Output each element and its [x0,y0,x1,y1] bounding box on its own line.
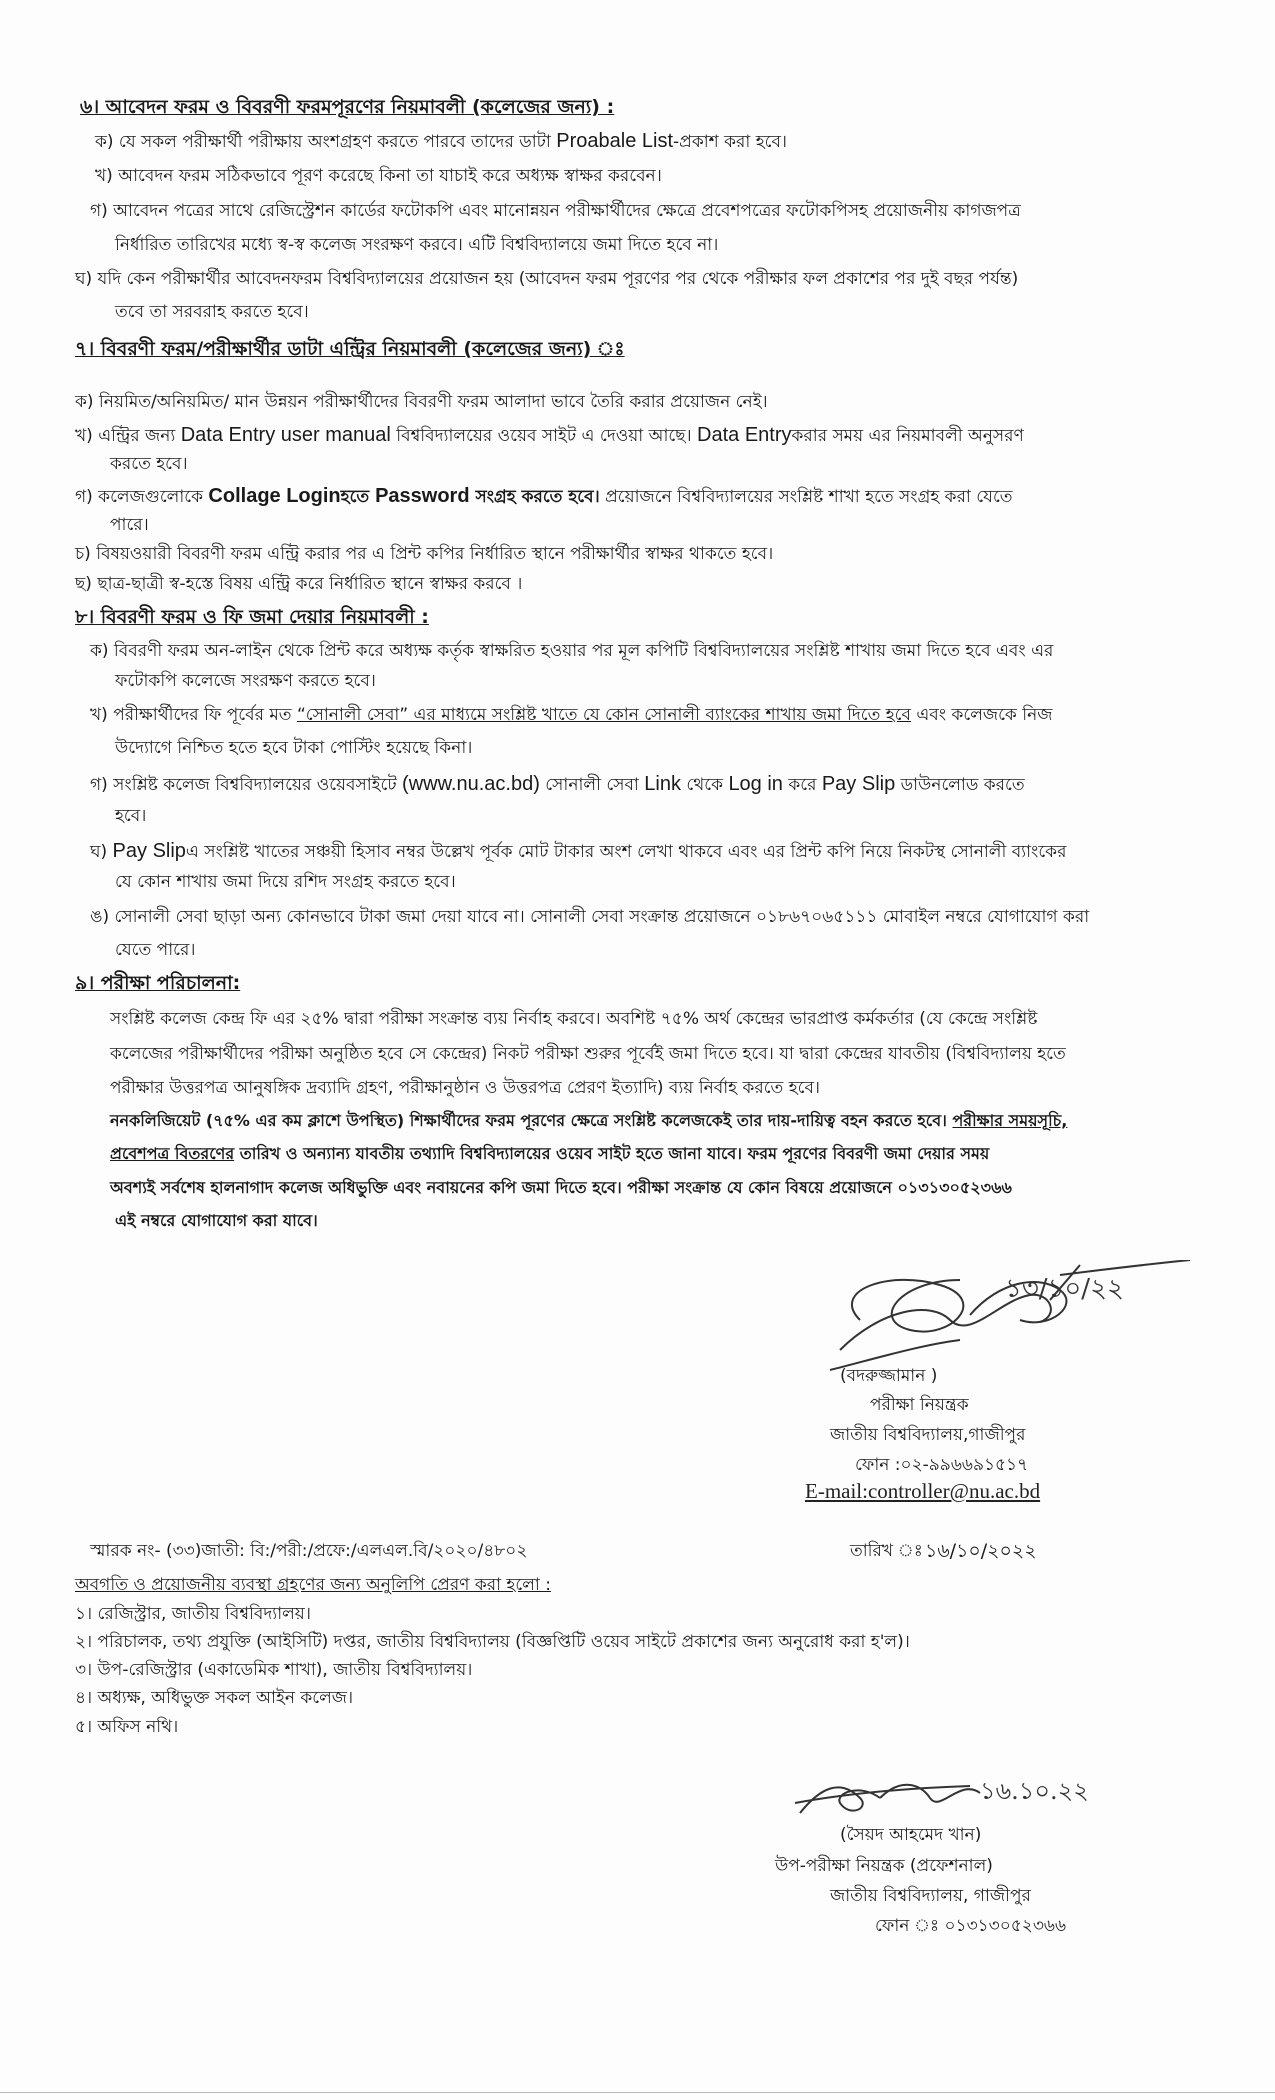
s7-item-c-line1: গ) কলেজগুলোকে Collage Loginহতে Password সংগ্রহ করতে হবে। প্রয়োজনে বিশ্ববিদ্যালয়ের সংশ্লিষ্ট শাখা হতে সংগ্রহ করা যেতে [75,485,1013,507]
s9-para2-line3: অবশ্যই সর্বশেষ হালনাগাদ কলেজ অধিভুক্তি এবং নবায়নের কপি জমা দিতে হবে। পরীক্ষা সংক্রান্ত যে কোন বিষয়ে প্রয়োজনে ০১৩১৩০৫২৩৬৬ [110,1178,1012,1197]
section-8-heading: ৮। বিবরণী ফরম ও ফি জমা দেয়ার নিয়মাবলী : [75,606,429,628]
sig2-org: জাতীয় বিশ্ববিদ্যালয়, গাজীপুর [830,1886,1031,1906]
cc-item: ৫। অফিস নথি। [75,1717,179,1737]
s6-item-b: খ) আবেদন ফরম সঠিকভাবে পূরণ করেছে কিনা তা যাচাই করে অধ্যক্ষ স্বাক্ষর করবেন। [95,166,662,186]
signature-date-2: ১৬.১০.২২ [980,1777,1089,1805]
cc-item: ১। রেজিস্ট্রার, জাতীয় বিশ্ববিদ্যালয়। [75,1604,311,1624]
cc-item: ৩। উপ-রেজিস্ট্রার (একাডেমিক শাখা), জাতীয় বিশ্ববিদ্যালয়। [75,1660,473,1680]
s9-para1-line3: পরীক্ষার উত্তরপত্র আনুষঙ্গিক দ্রব্যাদি গ্রহণ, পরীক্ষানুষ্ঠান ও উত্তরপত্র প্রেরণ ইত্যাদি) ব্যয় নির্বাহ করতে হবে। [110,1078,821,1098]
memo-date: ১৬/১০/২০২২ [925,1540,1037,1562]
s9-para1-line1: সংশ্লিষ্ট কলেজ কেন্দ্র ফি এর ২৫% দ্বারা পরীক্ষা সংক্রান্ত ব্যয় নির্বাহ করবে। অবশিষ্ট ৭৫% অর্থ কেন্দ্রের ভারপ্রাপ্ত কর্মকর্তার (যে কেন্দ্রে সংশ্লিষ্ট [110,1009,1038,1029]
s7-item-b-line2: করতে হবে। [110,454,188,474]
s8-item-d-line1: ঘ) Pay Slipএ সংশ্লিষ্ট খাতের সঞ্চয়ী হিসাব নম্বর উল্লেখ পূর্বক মোট টাকার অংশ লেখা থাকবে এবং এর প্রিন্ট কপি নিয়ে নিকটস্থ সোনালী ব্যাংকের [90,840,1067,862]
s6-item-a: ক) যে সকল পরীক্ষার্থী পরীক্ষায় অংশগ্রহণ করতে পারবে তাদের ডাটা Proabale List-প্রকাশ করা হবে। [95,130,788,152]
s7-item-ch: চ) বিষয়ওয়ারী বিবরণী ফরম এন্ট্রি করার পর এ প্রিন্ট কপির নির্ধারিত স্থানে পরীক্ষার্থীর স্বাক্ষর থাকতে হবে। [75,544,774,564]
s9-para2-line4: এই নম্বরে যোগাযোগ করা যাবে। [115,1211,318,1230]
sig2-phone: ফোন ঃ ০১৩১৩০৫২৩৬৬ [875,1916,1067,1936]
page-edge-divider [0,2092,1275,2093]
s8-item-d-line2: যে কোন শাখায় জমা দিয়ে রশিদ সংগ্রহ করতে হবে। [115,872,456,892]
s6-item-c-line1: গ) আবেদন পত্রের সাথে রেজিস্ট্রেশন কার্ডের ফটোকপি এবং মানোন্নয়ন পরীক্ষার্থীদের ক্ষেত্রে প্রবেশপত্রের ফটোকপিসহ প্রয়োজনীয় কাগজপত্র [90,201,1021,221]
section-6-heading: ৬। আবেদন ফরম ও বিবরণী ফরমপূরণের নিয়মাবলী (কলেজের জন্য) : [80,96,615,118]
sig2-title: উপ-পরীক্ষা নিয়ন্ত্রক (প্রফেশনাল) [775,1856,993,1876]
s9-para2-line2: প্রবেশপত্র বিতরণের তারিখ ও অন্যান্য যাবতীয় তথ্যাদি বিশ্ববিদ্যালয়ের ওয়েব সাইট হতে জানা যাবে। ফরম পূরণের বিবরণী জমা দেয়ার সময় [110,1144,990,1163]
memo-ref: স্মারক নং- (৩৩)জাতী: বি:/পরী:/প্রফে:/এলএল.বি/২০২০/৪৮০২ [90,1541,528,1561]
controller-signature [800,1260,1230,1380]
s6-item-d-line2: তবে তা সরবরাহ করতে হবে। [115,302,309,322]
memo-date-label: তারিখ ঃ [850,1541,923,1561]
sig1-phone: ফোন :০২-৯৯৬৬৯১৫১৭ [855,1455,1029,1475]
s8-item-a-line1: ক) বিবরণী ফরম অন-লাইন থেকে প্রিন্ট করে অধ্যক্ষ কর্তৃক স্বাক্ষরিত হওয়ার পর মূল কপিটি বিশ্ববিদ্যালয়ের সংশ্লিষ্ট শাখায় জমা দিতে হবে এবং এর [90,641,1054,661]
section-7-heading: ৭। বিবরণী ফরম/পরীক্ষার্থীর ডাটা এন্ট্রির নিয়মাবলী (কলেজের জন্য) ঃ [75,338,625,360]
s8-item-c-line1: গ) সংশ্লিষ্ট কলেজ বিশ্ববিদ্যালয়ের ওয়েবসাইটে (www.nu.ac.bd) সোনালী সেবা Link থেকে Log in করে Pay Slip ডাউনলোড করতে [90,773,1025,795]
s8-item-e-line1: ঙ) সোনালী সেবা ছাড়া অন্য কোনভাবে টাকা জমা দেয়া যাবে না। সোনালী সেবা সংক্রান্ত প্রয়োজনে ০১৮৬৭০৬৫১১১ মোবাইল নম্বরে যোগাযোগ করা [90,907,1090,927]
s8-item-b-line2: উদ্যোগে নিশ্চিত হতে হবে টাকা পোস্টিং হয়েছে কিনা। [115,738,473,758]
s7-item-b-line1: খ) এন্ট্রির জন্য Data Entry user manual বিশ্ববিদ্যালয়ের ওয়েব সাইট এ দেওয়া আছে। Data Entryকরার সময় এর নিয়মাবলী অনুসরণ [75,424,1024,446]
s7-item-c-line2: পারে। [110,515,149,535]
deputy-controller-signature [790,1758,1190,1828]
s9-para1-line2: কলেজের পরীক্ষার্থীদের পরীক্ষা অনুষ্ঠিত হবে সে কেন্দ্রের) নিকট পরীক্ষা শুরুর পূর্বেই জমা দিতে হবে। যা দ্বারা কেন্দ্রের যাবতীয় (বিশ্ববিদ্যালয় হতে [110,1044,1066,1064]
s8-item-a-line2: ফটোকপি কলেজে সংরক্ষণ করতে হবে। [115,671,376,691]
sig1-email: E-mail:controller@nu.ac.bd [805,1479,1041,1503]
s8-item-e-line2: যেতে পারে। [115,940,196,960]
s7-item-chh: ছ) ছাত্র-ছাত্রী স্ব-হস্তে বিষয় এন্ট্রি করে নির্ধারিত স্থানে স্বাক্ষর করবে । [75,574,523,594]
sig1-name: (বদরুজ্জামান ) [840,1366,938,1386]
s6-item-d-line1: ঘ) যদি কেন পরীক্ষার্থীর আবেদনফরম বিশ্ববিদ্যালয়ের প্রয়োজন হয় (আবেদন ফরম পূরণের পর থেকে পরীক্ষার ফল প্রকাশের পর দুই বছর পর্যন্ত) [75,269,1019,289]
cc-item: ২। পরিচালক, তথ্য প্রযুক্তি (আইসিটি) দপ্তর, জাতীয় বিশ্ববিদ্যালয় (বিজ্ঞপ্তিটি ওয়েব সাইটে প্রকাশের জন্য অনুরোধ করা হ'ল)। [75,1632,910,1652]
sig1-title: পরীক্ষা নিয়ন্ত্রক [870,1395,969,1415]
s8-item-b-line1: খ) পরীক্ষার্থীদের ফি পূর্বের মত “সোনালী সেবা” এর মাধ্যমে সংশ্লিষ্ট খাতে যে কোন সোনালী ব্যাংকের শাখায় জমা দিতে হবে এবং কলেজকে নিজ [90,705,1053,725]
cc-intro: অবগতি ও প্রয়োজনীয় ব্যবস্থা গ্রহণের জন্য অনুলিপি প্রেরণ করা হলো : [75,1575,551,1595]
sig1-org: জাতীয় বিশ্ববিদ্যালয়,গাজীপুর [830,1425,1026,1445]
sig2-name: (সৈয়দ আহমেদ খান) [840,1825,982,1845]
s7-item-a: ক) নিয়মিত/অনিয়মিত/ মান উন্নয়ন পরীক্ষার্থীদের বিবরণী ফরম আলাদা ভাবে তৈরি করার প্রয়োজন নেই। [75,392,768,412]
s6-item-c-line2: নির্ধারিত তারিখের মধ্যে স্ব-স্ব কলেজ সংরক্ষণ করবে। এটি বিশ্ববিদ্যালয়ে জমা দিতে হবে না। [115,235,719,255]
s9-para2-line1: ননকলিজিয়েট (৭৫% এর কম ক্লাশে উপস্থিত) শিক্ষার্থীদের ফরম পূরণের ক্ষেত্রে সংশ্লিষ্ট কলেজকেই তার দায়-দায়িত্ব বহন করতে হবে। পরীক্ষার সময়সূচি, [110,1111,1068,1130]
s8-item-c-line2: হবে। [115,806,147,826]
signature-date-1: ১৩/১০/২২ [1005,1274,1124,1304]
section-9-heading: ৯। পরীক্ষা পরিচালনা: [75,972,241,994]
cc-item: ৪। অধ্যক্ষ, অধিভুক্ত সকল আইন কলেজ। [75,1688,354,1708]
